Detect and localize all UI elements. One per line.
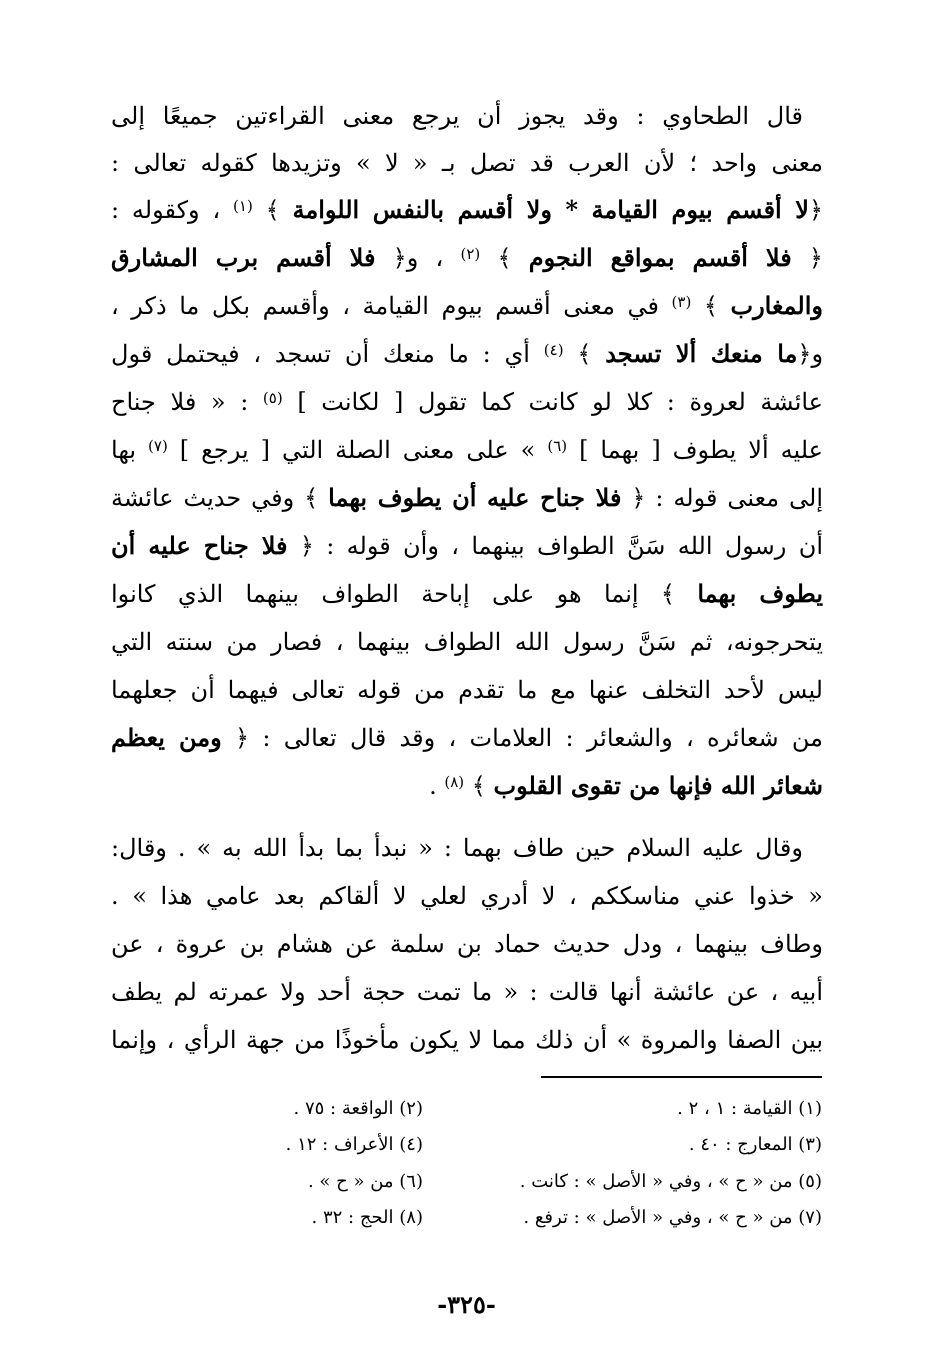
text-line: والمغارب ﴾ $^{(٣)}$ في معنى أقسم بيوم القيامة ، وأقسم بكل ما ذكر ، (111, 291, 823, 320)
text-line: عائشة لعروة : كلا لو كانت كما تقول [ لكانت ] $^{(٥)}$ : « فلا جناح (111, 388, 824, 416)
footnote: (٥) من « ح » ، وفي « الأصل » : كانت . (519, 1171, 822, 1192)
text-line: ﴿لا أقسم بيوم القيامة * ولا أقسم بالنفس اللوامة ﴾ $^{(١)}$ ، وكقوله : (111, 195, 824, 224)
footnote: (١) القيامة : ١ ، ٢ . (677, 1098, 822, 1119)
footnote: (٨) الحج : ٣٢ . (311, 1207, 423, 1228)
footnote: (٧) من « ح » ، وفي « الأصل » : ترفع . (523, 1207, 822, 1228)
text-line: قال الطحاوي : وقد يجوز أن يرجع معنى القراءتين جميعًا إلى (111, 102, 803, 130)
text-line: يطوف بهما ﴾ إنما هو على إباحة الطواف بينهما الذي كانوا (111, 579, 823, 608)
page-number: -٣٢٥- (437, 1290, 496, 1319)
footnote: (٢) الواقعة : ٧٥ . (293, 1098, 423, 1119)
text-line: يتحرجونه، ثم سَنَّ رسول الله الطواف بينهما ، فصار من سنته التي (111, 628, 823, 656)
text-line: أن رسول الله سَنَّ الطواف بينهما ، وأن قوله : ﴿ فلا جناح عليه أن (111, 531, 823, 560)
text-line: من شعائره ، والشعائر : العلامات ، وقد قال تعالى : ﴿ ومن يعظم (111, 723, 823, 752)
text-line: ليس لأحد التخلف عنها مع ما تقدم من قوله تعالى فيهما أن جعلهما (111, 676, 823, 704)
footnote: (٣) المعارج : ٤٠ . (688, 1134, 822, 1155)
text-line: أبيه ، عن عائشة أنها قالت : « ما تمت حجة أحد ولا عمرته لم يطف (111, 978, 823, 1006)
footnote: (٦) من « ح » . (307, 1171, 423, 1192)
text-line: بين الصفا والمروة » أن ذلك مما لا يكون مأخوذًا من جهة الرأي ، وإنما (111, 1026, 823, 1054)
text-line: معنى واحد ؛ لأن العرب قد تصل بـ « لا » وتزيدها كقوله تعالى : (111, 149, 823, 177)
text-line: و﴿ما منعك ألا تسجد ﴾ $^{(٤)}$ أي : ما منعك أن تسجد ، فيحتمل قول (111, 339, 824, 368)
text-line: إلى معنى قوله : ﴿ فلا جناح عليه أن يطوف بهما ﴾ وفي حديث عائشة (111, 483, 824, 512)
footnote-separator (541, 1076, 822, 1078)
text-line: « خذوا عني مناسككم ، لا أدري لعلي لا ألقاكم بعد عامي هذا » . (111, 882, 823, 910)
text-line: ﴿ فلا أقسم بمواقع النجوم ﴾ $^{(٢)}$ ، و﴿ فلا أقسم برب المشارق (111, 243, 823, 272)
footnote: (٤) الأعراف : ١٢ . (285, 1134, 423, 1155)
text-line: عليه ألا يطوف [ بهما ] $^{(٦)}$ » على معنى الصلة التي [ يرجع ] $^{(٧)}$ بها (111, 436, 823, 464)
text-line: وقال عليه السلام حين طاف بهما : « نبدأ بما بدأ الله به » . وقال: (111, 834, 803, 862)
text-line: وطاف بينهما ، ودل حديث حماد بن سلمة عن هشام بن عروة ، عن (111, 930, 823, 958)
text-line: شعائر الله فإنها من تقوى القلوب ﴾ $^{(٨)}$ . (429, 771, 823, 800)
